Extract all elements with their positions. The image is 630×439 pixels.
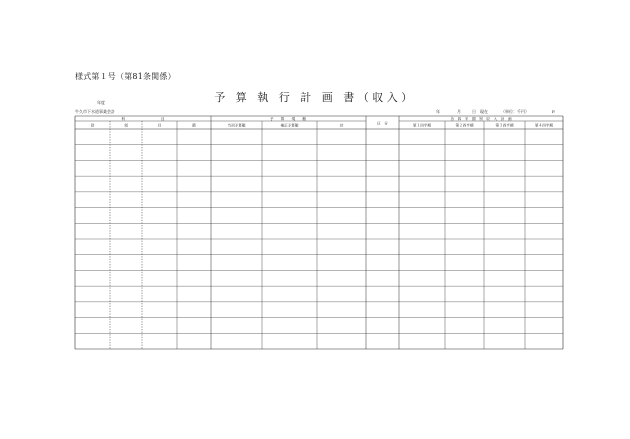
header-category: 区 分 [377, 121, 388, 126]
organization-name: 牛久市下水道事業会計 [75, 109, 115, 114]
table-body-rows [75, 145, 563, 334]
header-setsu: 節 [192, 123, 196, 128]
header-moku: 目 [157, 123, 162, 128]
fiscal-year-label: 年度 [97, 100, 105, 105]
form-number-label: 様式第１号（第81条関係） [75, 72, 176, 81]
date-year: 年 [436, 109, 440, 114]
header-plan-group: 各 四 半 期 別 収 入 計 画 [450, 117, 512, 121]
date-day-as-of: 日 現在 [472, 109, 488, 114]
header-q2: 第２四半期 [455, 123, 474, 128]
header-q3: 第３四半期 [495, 123, 514, 128]
document-title: 予 算 執 行 計 画 書（収入） [214, 91, 416, 104]
header-kou: 項 [124, 123, 128, 128]
header-initial-budget: 当初予算額 [227, 123, 246, 128]
header-supplementary-budget: 補正予算額 [280, 123, 299, 128]
header-budget-group: 予 算 現 額 [270, 117, 306, 121]
date-month: 月 [457, 109, 461, 114]
header-kan: 款 [90, 123, 95, 128]
header-q1: 第１四半期 [413, 123, 431, 128]
page-label: P. [552, 109, 556, 114]
header-account-group: 科 目 [121, 117, 165, 121]
header-q4: 第４四半期 [535, 123, 553, 128]
header-total: 計 [339, 123, 344, 128]
unit-label: （単位：千円） [501, 109, 529, 114]
